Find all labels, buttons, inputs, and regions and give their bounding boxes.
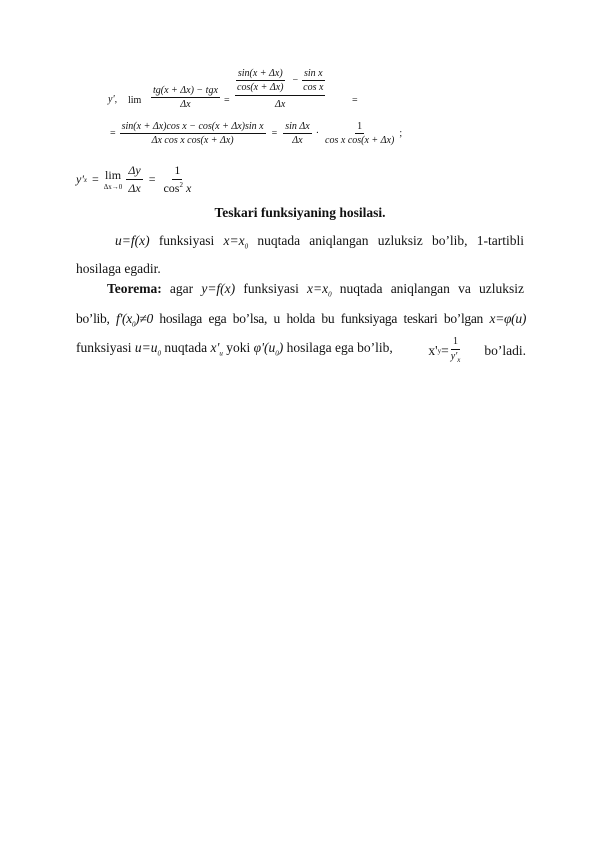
result-denominator: y' [450,350,458,362]
compound-fraction: $\frac{\sin(x + \Delta x)}{\cos(x + \Delta x)}$ − $\frac{\text{sin x}}{\text{cos x}}$ Δx [237,68,324,110]
formula-tan-expansion [110,121,402,146]
lhs: y' [76,172,84,186]
text: nuqtada aniqlangan va uzluksiz [339,281,524,296]
equals: = [110,128,116,139]
dot: · [315,128,320,139]
cos-label: cos [163,181,180,195]
result-subscript: y [437,346,442,355]
equals: = [92,172,99,186]
point: x=x [307,281,329,296]
lhs: y', [108,94,118,105]
equals-2: = [148,172,156,186]
phi-subscript: 0 [275,349,279,358]
outer-denominator: Δx [275,99,286,110]
condition-end: )≠0 [135,311,153,326]
lhs-subscript: x [83,175,88,184]
theorem-label: Teorema: [107,281,162,296]
cos-power: 2 [179,181,183,189]
tan-denominator: Δx [180,99,191,110]
result-formula [428,336,526,366]
cos-var: x [185,181,192,195]
inverse-function: x=φ(u) [489,311,527,326]
equals: = [224,95,230,106]
semicolon: ; [399,128,403,139]
result-lhs: x' [428,342,438,358]
dy: Δy [126,163,142,180]
u-point: u=u [134,340,158,355]
theorem-line-3 [76,334,526,368]
text: nuqtada aniqlangan uzluksiz bo’lib, 1-tartibli [257,233,525,248]
u-point-subscript: 0 [157,349,161,358]
phi: φ'(u [253,340,276,355]
point: x=x [223,233,245,248]
cos-denominator: cos x cos(x + Δx) [325,135,395,146]
x-prime: x' [210,340,220,355]
paragraph-1-line-1 [115,227,524,261]
inner-num-b: sin x [303,68,323,79]
lim-label: lim [105,168,122,182]
condition: f'(x [116,311,132,326]
one: 1 [172,163,182,180]
function-def: y=f(x) [201,281,236,296]
result-numerator: 1 [451,336,460,350]
one-numerator: 1 [357,121,363,132]
text: funksiyasi [243,281,299,296]
lim-label: lim [128,95,142,106]
point-subscript: 0 [328,290,332,299]
text: yoki [226,340,251,355]
text: hosilaga ega bo’lib, [286,340,393,355]
text: agar [169,281,194,296]
phi-end: ) [278,340,284,355]
expansion-denominator: Δx cos x cos(x + Δx) [151,135,234,146]
formula-limit-result [76,163,193,196]
text: bo’lib, [76,311,110,326]
text: nuqtada [164,340,208,355]
equals-2: = [271,128,278,139]
section-heading: Teskari funksiyaning hosilasi. [214,205,386,220]
text: bo’ladi. [484,342,526,358]
inner-num-a: sin(x + Δx) [237,68,283,79]
dx: Δx [128,181,141,195]
lim-subscript: Δx→0 [103,183,123,191]
text: funksiyasi [158,233,215,248]
x-prime-subscript: u [219,349,223,358]
point-subscript: 0 [244,242,249,251]
theorem-line-1 [107,275,524,309]
expansion-numerator: sin(x + Δx)cos x − cos(x + Δx)sin x [121,121,264,132]
inner-den-b: cos x [303,82,324,93]
condition-subscript: 0 [131,320,136,329]
tan-numerator: tg(x + Δx) − tgx [153,85,218,96]
result-denominator-subscript: x [457,355,461,364]
text: hosilaga ega bo’lsa, u holda bu funksiyaga teskari bo’lgan [159,311,484,326]
function-def: u=f(x) [115,233,150,248]
sin-dx-numerator: sin Δx [285,121,310,132]
result-equals: = [441,342,449,358]
equals-end: = [352,95,358,106]
paragraph-1-line-2: hosilaga egadir. [76,261,161,276]
sin-dx-denominator: Δx [292,135,303,146]
text: funksiyasi [76,340,132,355]
inner-den-a: cos(x + Δx) [237,82,284,93]
